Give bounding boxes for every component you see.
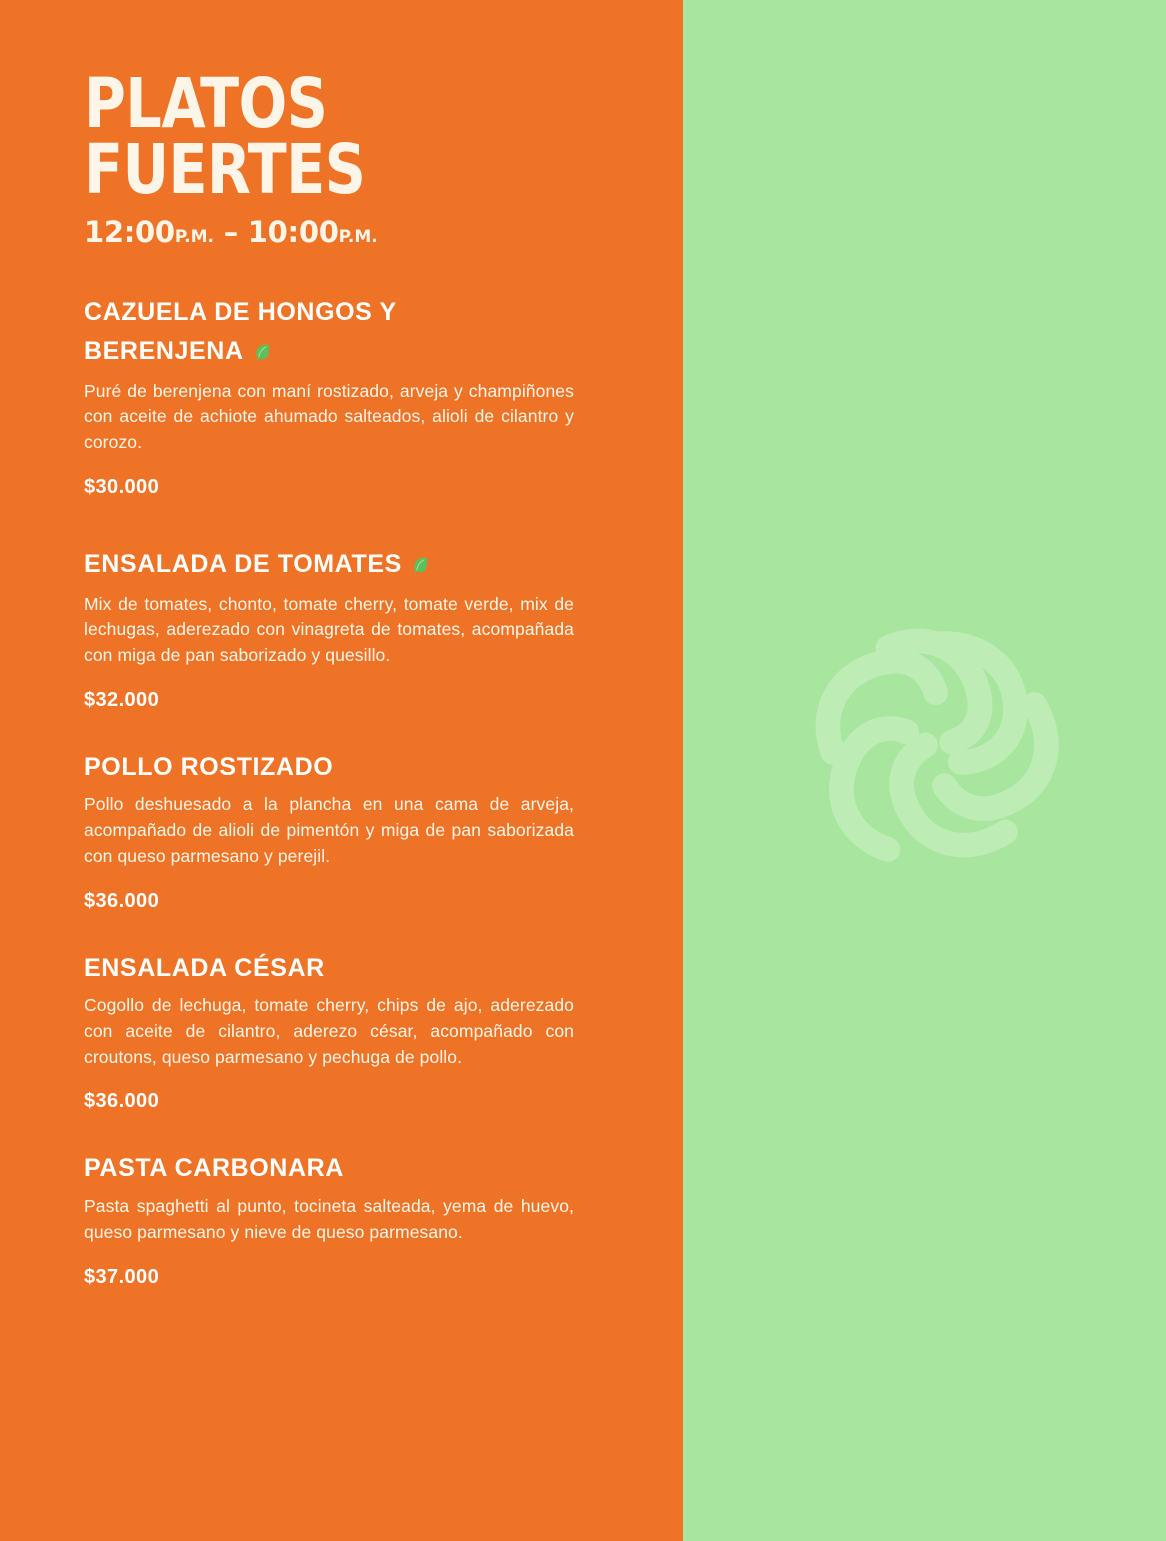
- open-time: 12:00: [84, 215, 175, 250]
- close-ampm: P.M.: [338, 227, 378, 248]
- menu-item: [84, 545, 599, 712]
- menu-item-description: Pasta spaghetti al punto, tocineta salteada, yema de huevo, queso parmesano y nieve de queso parmesano.: [84, 1196, 574, 1242]
- menu-item: [84, 1149, 599, 1288]
- menu-item-name: [84, 949, 514, 988]
- open-ampm: P.M.: [174, 227, 214, 248]
- menu-item-name-text: ENSALADA DE TOMATES: [84, 549, 402, 578]
- menu-item-price: $37.000: [84, 1265, 160, 1288]
- leaf-icon: [252, 334, 272, 373]
- menu-item-name-text: POLLO ROSTIZADO: [84, 752, 334, 781]
- hours-dash: –: [223, 215, 238, 250]
- menu-item-name: [84, 293, 514, 373]
- menu-item-name: [84, 545, 514, 586]
- menu-item-name-text: CAZUELA DE HONGOS Y BERENJENA: [84, 298, 397, 365]
- swirl-flower-watermark-icon: [798, 600, 1088, 890]
- service-hours: [84, 215, 599, 249]
- page-title: PLATOS FUERTES: [84, 64, 366, 210]
- menu-item-name: [84, 1149, 514, 1188]
- menu-item-name-text: PASTA CARBONARA: [84, 1154, 344, 1183]
- menu-item-description: Puré de berenjena con maní rostizado, arveja y champiñones con aceite de achiote ahumado salteados, alioli de cilantro y corozo.: [84, 380, 574, 453]
- decorative-panel: [683, 0, 1166, 1541]
- menu-item: [84, 293, 599, 499]
- menu-item-name: [84, 748, 514, 787]
- menu-item-description: Pollo deshuesado a la plancha en una cama de arveja, acompañado de alioli de pimentón y miga de pan saborizada con queso parmesano y perejil.: [84, 794, 574, 866]
- menu-item: [84, 748, 599, 913]
- menu-item: [84, 949, 599, 1114]
- menu-item-price: $30.000: [84, 475, 160, 498]
- menu-item-price: $36.000: [84, 889, 160, 912]
- menu-item-description: Cogollo de lechuga, tomate cherry, chips de ajo, aderezado con aceite de cilantro, aderezo césar, acompañado con croutons, queso parmesano y pechuga de pollo.: [84, 995, 574, 1067]
- menu-item-description: Mix de tomates, chonto, tomate cherry, tomate verde, mix de lechugas, aderezado con vinagreta de tomates, acompañada con miga de pan saborizado y quesillo.: [84, 593, 574, 665]
- menu-item-price: $36.000: [84, 1090, 160, 1113]
- menu-item-price: $32.000: [84, 688, 160, 711]
- close-time: 10:00: [247, 215, 339, 250]
- menu-item-name-text: ENSALADA CÉSAR: [84, 953, 325, 982]
- leaf-icon: [410, 547, 430, 586]
